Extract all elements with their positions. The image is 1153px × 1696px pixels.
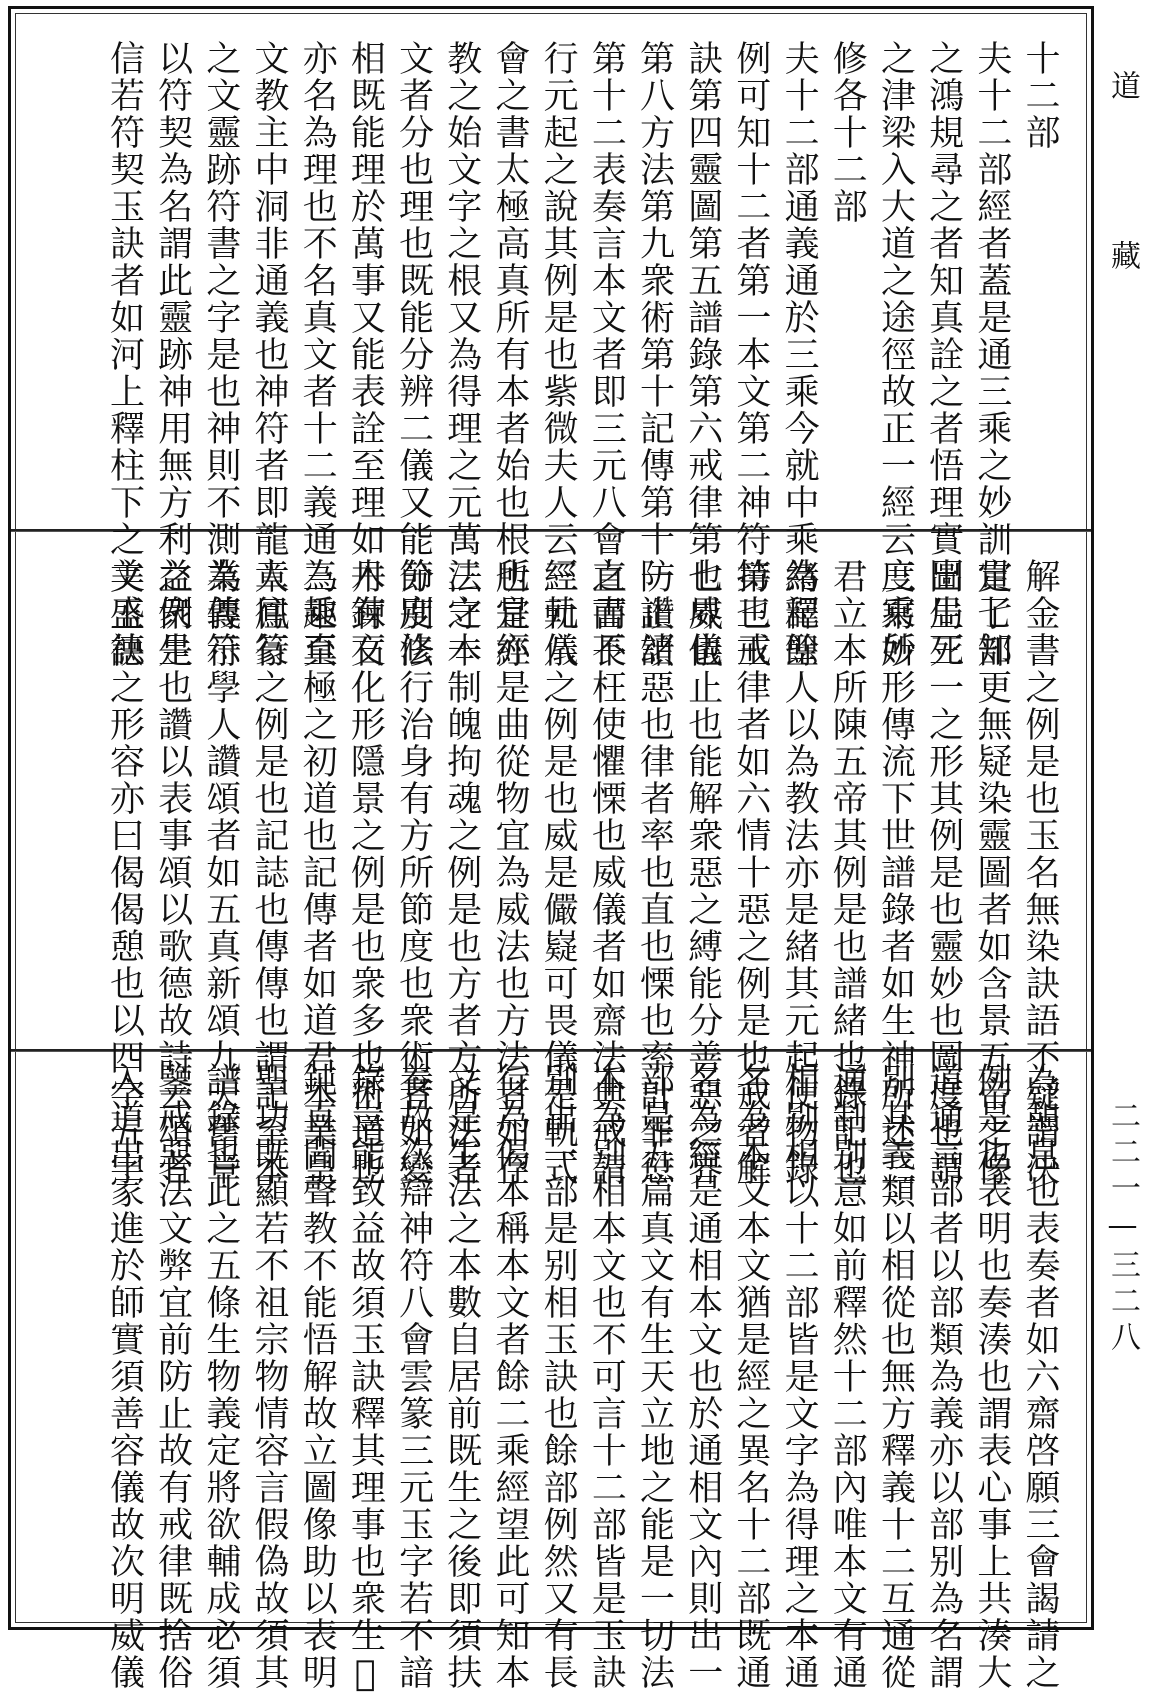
text-column: 養故次辯神符八會雲篆三元玉字若不諳 <box>393 1062 434 1691</box>
text-column: 君立本所陳五帝其例是也譜緒也錄記也 <box>827 558 868 1187</box>
text-column: 之鴻規尋之者知真詮之者悟理實出生死 <box>923 40 964 669</box>
text-column: 為憩息也表奏者如六齋啓願三會謁請之 <box>1020 1062 1060 1691</box>
text-column: 第八方法第九衆術第十記傳第十一讚頌 <box>634 40 675 669</box>
text-column: 為趣至極之初道也記傳者如道君本業皇 <box>297 558 338 1187</box>
text-column: 聖功既顯若不祖宗物情容言假偽故須其 <box>249 1062 289 1691</box>
text-column: 相既能理於萬事又能表詮至理如木有文 <box>345 40 386 669</box>
text-column: 會之書太極高真所有本者始也根也是經 <box>489 40 530 669</box>
text-column: 人往行之例是也記誌也傳傳也謂記至本 <box>249 558 289 1187</box>
text-column: 直而不枉使懼慄也威儀者如齋法典戒請 <box>586 558 627 1187</box>
text-column: 持也戒律者如六情十惡之例是也戒者解 <box>730 558 771 1187</box>
text-column: 美盛德之形容亦曰偈偈憩也以四字五字 <box>104 558 145 1187</box>
text-column: 訣第四靈圖第五譜錄第六戒律第七威儀 <box>682 40 723 669</box>
text-column: 也界也止也能解衆惡之縛能分善惡之界 <box>682 558 723 1187</box>
text-column: 教之始文字之根又為得理之元萬法之本 <box>441 40 482 669</box>
text-column: 度寫妙形傳流下世譜錄者如生神所述三 <box>875 558 916 1187</box>
text-column: 鑒戒惡法文弊宜前防止故有戒律既捨俗 <box>152 1062 193 1691</box>
text-column: 圖局三一之形其例是也靈妙也圖度也謂 <box>923 558 964 1187</box>
text-column: 名為經是通相本文也於通相文內則出一 <box>682 1062 723 1691</box>
text-panel-middle <box>48 558 1064 1187</box>
text-column: 以符契為名謂此靈跡神用無方利益衆生 <box>152 40 193 669</box>
text-column: 防止諸惡也律者率也直也慄也率計罪愆 <box>634 558 675 1187</box>
text-column: 例是也表明也奏湊也謂表心事上共湊大 <box>971 1062 1012 1691</box>
text-column: 本為别相本文也不可言十二部皆是玉訣 <box>586 1062 627 1691</box>
text-panel-top <box>48 40 1064 669</box>
text-column: 文教主中洞非通義也神符者即龍章鳳篆 <box>249 40 289 669</box>
text-column: 十二部 <box>1020 40 1060 151</box>
text-column: 錄豈能致益故須玉訣釋其理事也衆生𣈆 <box>345 1062 386 1696</box>
text-column: 文者分也理也既能分辨二儀又能分别法 <box>393 40 434 669</box>
margin-title-bottom: 藏 <box>1105 240 1140 270</box>
text-column: 之例是也讚以表事頌以歌德故詩云頌者 <box>152 558 193 1187</box>
text-column: 行元起之說其例是也紫微夫人云三元八 <box>538 40 579 669</box>
text-column: 三守一制魄拘魂之例是也方者方所法者 <box>441 558 482 1187</box>
text-column: 節度修行治身有方所節度也衆術者如變 <box>393 558 434 1187</box>
text-column: 文是生法之本數自居前既生之後即須扶 <box>441 1062 482 1691</box>
text-panel-bottom <box>48 1062 1064 1696</box>
text-column: 丹鍊石化形隱景之例是也衆多也術道也 <box>345 558 386 1187</box>
text-column: 第十二表奏言本文者即三元八會之書長 <box>586 40 627 669</box>
text-column: 别出一部是别相玉訣也餘部例然又有長 <box>538 1062 579 1691</box>
text-column: 道通言部者以部類為義亦以部别為名謂 <box>923 1062 964 1691</box>
text-column: 業傳示學人讚頌者如五真新頌九天舊章 <box>200 558 241 1187</box>
text-column: 解金書之例是也玉名無染訣語不疑謂决 <box>1020 558 1060 1187</box>
margin-title-top: 道 <box>1105 70 1140 100</box>
text-column: 修各十二部 <box>827 40 868 225</box>
text-column: 信若符契玉訣者如河上釋柱下之文玉訣 <box>104 40 145 669</box>
text-column: 所宜亦是曲從物宜為威法也方法者如存 <box>489 558 530 1187</box>
text-column: 緒記聖人以為教法亦是緒其元起使物錄 <box>779 558 820 1187</box>
text-column: 亦名為理也不名真文者十二義通三乘真 <box>297 40 338 669</box>
text-column: 入道出家進於師實須善容儀故次明威儀 <box>104 1062 145 1691</box>
text-column: 定了知更無疑染靈圖者如含景五帝之像 <box>971 558 1012 1187</box>
page-number: 二二一—三二八 <box>1105 1100 1140 1357</box>
text-column: 行為偈本稱本文者餘二乘經望此可知本 <box>489 1062 530 1691</box>
text-column: 夫十二部經者蓋是通三乘之妙訓貫七部 <box>971 40 1012 669</box>
text-column: 部是五篇真文有生天立地之能是一切法 <box>634 1062 675 1691</box>
text-column: 别其義類以相從也無方釋義十二互通從 <box>875 1062 916 1691</box>
text-column: 例可知十二者第一本文第二神符第三玉 <box>730 40 771 669</box>
text-column: 鈍直聞聲教不能悟解故立圖像助以表明 <box>297 1062 338 1691</box>
text-column: 通制别意如前釋然十二部內唯本文有通 <box>827 1062 868 1691</box>
text-column: 經軌儀之例是也威是儼嶷可畏儀是軌式 <box>538 558 579 1187</box>
text-column: 名為本文本文猶是經之異名十二部既通 <box>730 1062 771 1691</box>
text-column: 夫十二部通義通於三乘今就中乘為釋餘 <box>779 40 820 669</box>
text-column: 之文靈跡符書之字是也神則不測為義符 <box>200 40 241 669</box>
text-column: 相别相以十二部皆是文字為得理之本通 <box>779 1062 820 1691</box>
text-column: 之津梁入大道之途徑故正一經云三乘所 <box>875 40 916 669</box>
text-column: 譜錄也此之五條生物義定將欲輔成必須 <box>200 1062 241 1691</box>
